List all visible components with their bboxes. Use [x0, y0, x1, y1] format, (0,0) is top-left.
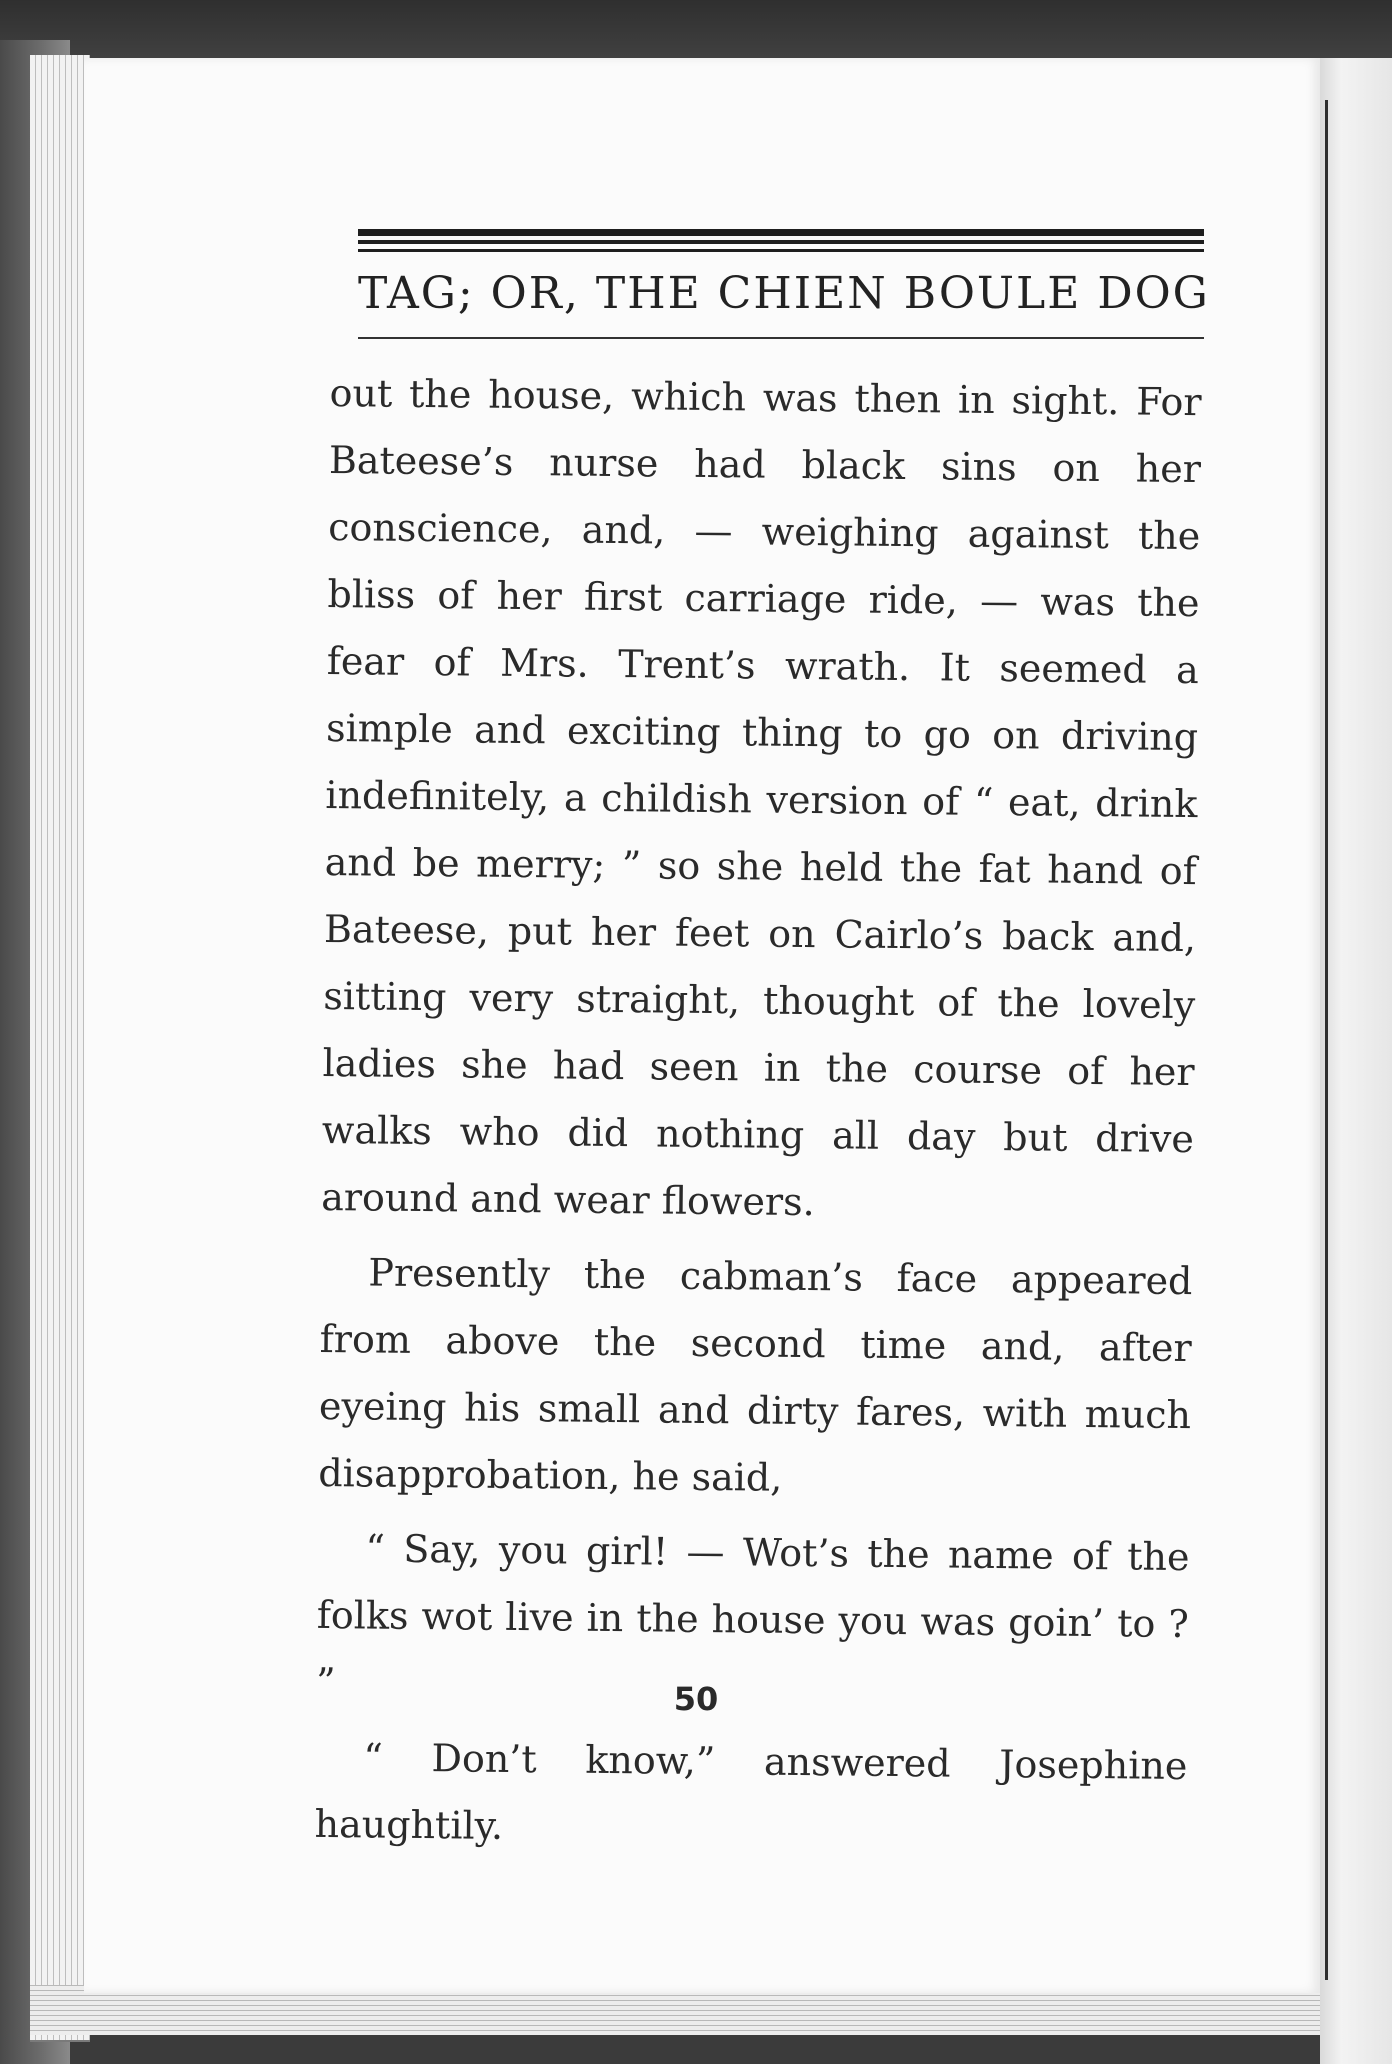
header-rule-medium — [358, 240, 1204, 244]
page-body — [314, 360, 1202, 1875]
running-title: TAG; OR, THE CHIEN BOULE DOG — [358, 268, 1210, 319]
paragraph: out the house, which was then in sight. For Bateese’s nurse had black sins on her conscience, and, — weighing against the bliss of her first carriage ride, — was the fear of Mrs. Trent’s wrath. It seemed a simple and exciting thing to go on driving indefinitely, a childish version of “ eat, drink and be merry; ” so she held the fat hand of Bateese, put her feet on Cairlo’s back and, sitting very straight, thought of the lovely ladies she had seen in the course of her walks who did nothing all day but drive around and wear flowers. — [321, 370, 1202, 1225]
paragraph: “ Say, you girl! — Wot’s the name of the folks wot live in the house you was goin’ to ? ” — [315, 1526, 1190, 1705]
page-number: 50 — [673, 1680, 719, 1718]
header-rule-thin — [358, 249, 1204, 252]
adjacent-page — [1320, 58, 1392, 2064]
header-underline — [358, 337, 1204, 339]
paragraph: “ Don’t know,” answered Josephine haughtily. — [314, 1735, 1188, 1848]
header-rule-thick — [358, 229, 1204, 236]
paragraph: Presently the cabman’s face appeared from above the second time and, after eyeing his small and dirty fares, with much disapprobation, he said, — [318, 1250, 1193, 1500]
page-stack-edge — [30, 55, 90, 2042]
